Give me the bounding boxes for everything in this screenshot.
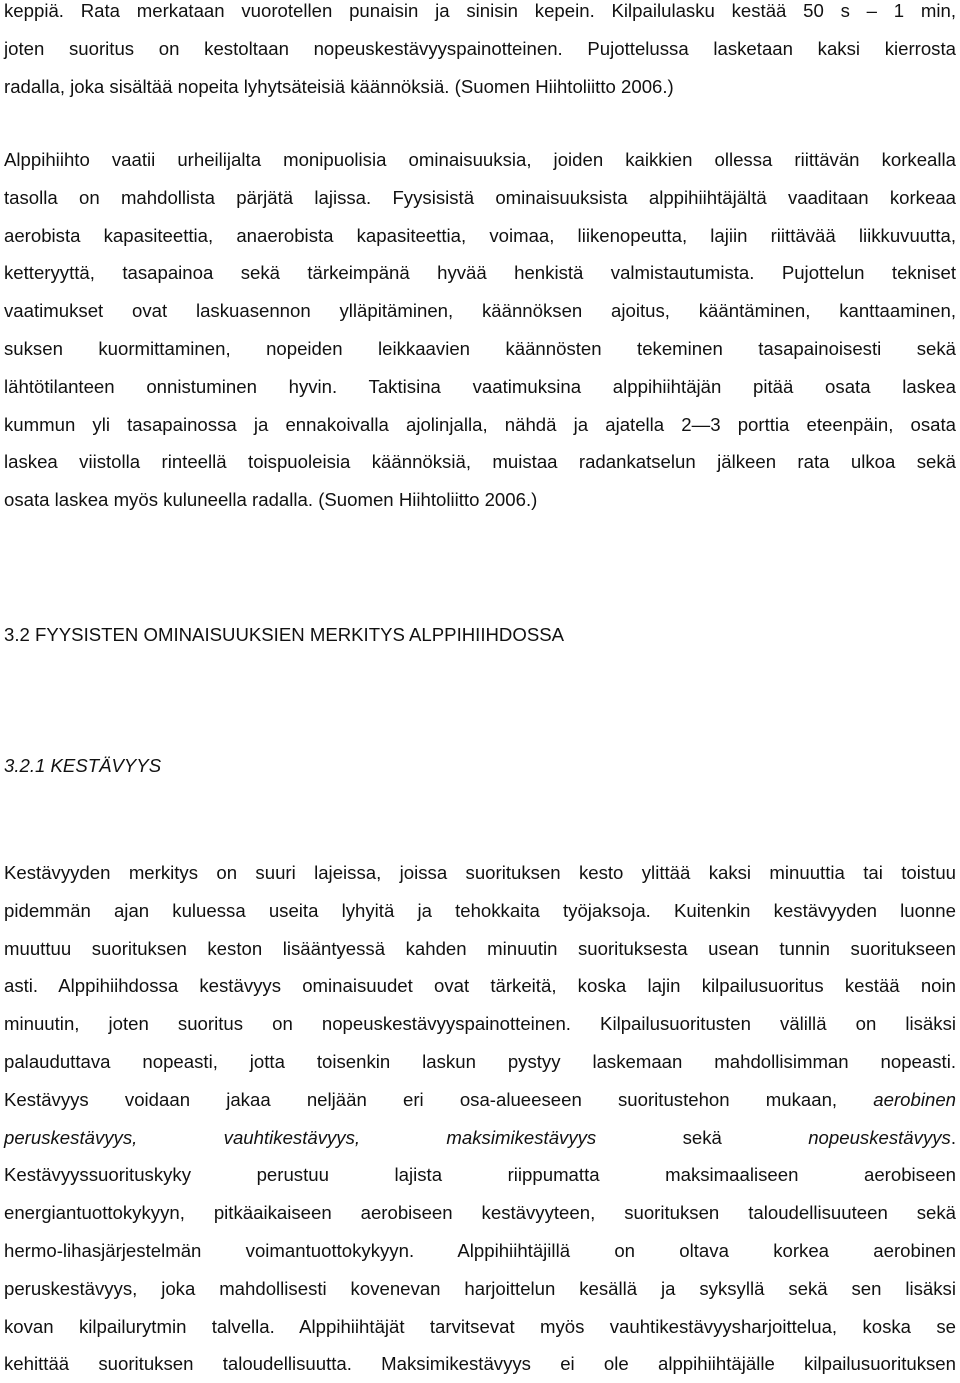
section-heading: 3.2 FYYSISTEN OMINAISUUKSIEN MERKITYS ALPPIHIIHDOSSA: [4, 624, 565, 645]
subsection-heading: 3.2.1 KESTÄVYYS: [4, 755, 162, 776]
text-line: vaatimukset ovat laskuasennon ylläpitäminen, käännöksen ajoitus, kääntäminen, kanttaaminen,: [4, 300, 956, 322]
text-line: peruskestävyys, joka mahdollisesti kovenevan harjoittelun kesällä ja syksyllä sekä sen lisäksi: [4, 1277, 956, 1299]
text-line: kehittää suorituksen taloudellisuutta. Maksimikestävyys ei ole alppihiihtäjälle kilpailusuorituksen: [4, 1353, 956, 1375]
text-segment: Kestävyys voidaan jakaa neljään eri osa-alueeseen suoritustehon mukaan,: [4, 1088, 838, 1110]
text-line: osata laskea myös kuluneella radalla. (Suomen Hiihtoliitto 2006.): [4, 489, 538, 511]
text-line: suksen kuormittaminen, nopeiden leikkaavien käännösten tekeminen tasapainoisesti sekä: [4, 337, 956, 359]
italic-term: aerobinen: [873, 1088, 957, 1110]
text-line: palauduttava nopeasti, jotta toisenkin laskun pystyy laskemaan mahdollisimman nopeasti.: [4, 1050, 956, 1072]
italic-term: maksimikestävyys: [446, 1126, 597, 1148]
text-segment: sekä: [682, 1126, 722, 1148]
text-line: minuutin, joten suoritus on nopeuskestävyyspainotteinen. Kilpailusuoritusten välillä on lisäksi: [4, 1013, 956, 1035]
text-line: tasolla on mahdollista pärjätä lajissa. Fyysisistä ominaisuuksista alppihiihtäjältä vaaditaan korkeaa: [4, 186, 956, 208]
italic-term: peruskestävyys,: [4, 1126, 138, 1148]
text-line: radalla, joka sisältää nopeita lyhytsäteisiä käännöksiä. (Suomen Hiihtoliitto 2006.): [4, 75, 674, 97]
text-line: [4, 1081, 956, 1119]
text-line: aerobista kapasiteettia, anaerobista kapasiteettia, voimaa, liikenopeutta, lajiin riittävää liikkuvuutta,: [4, 224, 956, 246]
text-line: Kestävyyden merkitys on suuri lajeissa, joissa suorituksen kesto ylittää kaksi minuuttia tai toistuu: [4, 862, 956, 883]
text-line: keppiä. Rata merkataan vuorotellen punaisin ja sinisin kepein. Kilpailulasku kestää 50 s – 1 min,: [4, 0, 956, 21]
text-line: Kestävyyssuorituskyky perustuu lajista riippumatta maksimaaliseen aerobiseen: [4, 1164, 956, 1186]
paragraph-alpine-requirements: [4, 141, 956, 519]
paragraph-slalom-description: [4, 0, 956, 105]
text-line: kummun yli tasapainossa ja ennakoivalla ajolinjalla, nähdä ja ajatella 2—3 porttia eteenpäin, osata: [4, 413, 956, 435]
paragraph-endurance: [4, 854, 956, 1383]
italic-term: vauhtikestävyys,: [223, 1126, 361, 1148]
text-line: ketteryyttä, tasapainoa sekä tärkeimpänä hyvää henkistä valmistautumista. Pujottelun tekniset: [4, 262, 956, 284]
text-line: Alppihiihto vaatii urheilijalta monipuolisia ominaisuuksia, joiden kaikkien ollessa riittävän korkealla: [4, 149, 956, 170]
text-line: hermo-lihasjärjestelmän voimantuottokykyyn. Alppihiihtäjillä on oltava korkea aerobinen: [4, 1239, 956, 1261]
text-line: lähtötilanteen onnistuminen hyvin. Taktisina vaatimuksina alppihiihtäjän pitää osata laskea: [4, 375, 956, 397]
text-line: [4, 1119, 956, 1157]
text-line: pidemmän ajan kuluessa useita lyhyitä ja tehokkaita työjaksoja. Kuitenkin kestävyyden luonne: [4, 899, 956, 921]
text-segment: .: [950, 1126, 957, 1148]
text-line: asti. Alppihiihdossa kestävyys ominaisuudet ovat tärkeitä, koska lajin kilpailusuoritus kestää noin: [4, 975, 956, 997]
italic-term: nopeuskestävyys: [808, 1126, 951, 1148]
text-line: kovan kilpailurytmin talvella. Alppihiihtäjät tarvitsevat myös vauhtikestävyysharjoittelua, koska se: [4, 1315, 956, 1337]
text-line: energiantuottokykyyn, pitkäaikaiseen aerobiseen kestävyyteen, suorituksen taloudellisuuteen sekä: [4, 1202, 956, 1224]
text-line: laskea viistolla rinteellä toispuoleisia käännöksiä, muistaa radankatselun jälkeen rata ulkoa sekä: [4, 451, 956, 473]
text-line: joten suoritus on kestoltaan nopeuskestävyyspainotteinen. Pujottelussa lasketaan kaksi kierrosta: [4, 37, 956, 59]
text-line: muuttuu suorituksen keston lisääntyessä kahden minuutin suorituksesta usean tunnin suoritukseen: [4, 937, 956, 959]
